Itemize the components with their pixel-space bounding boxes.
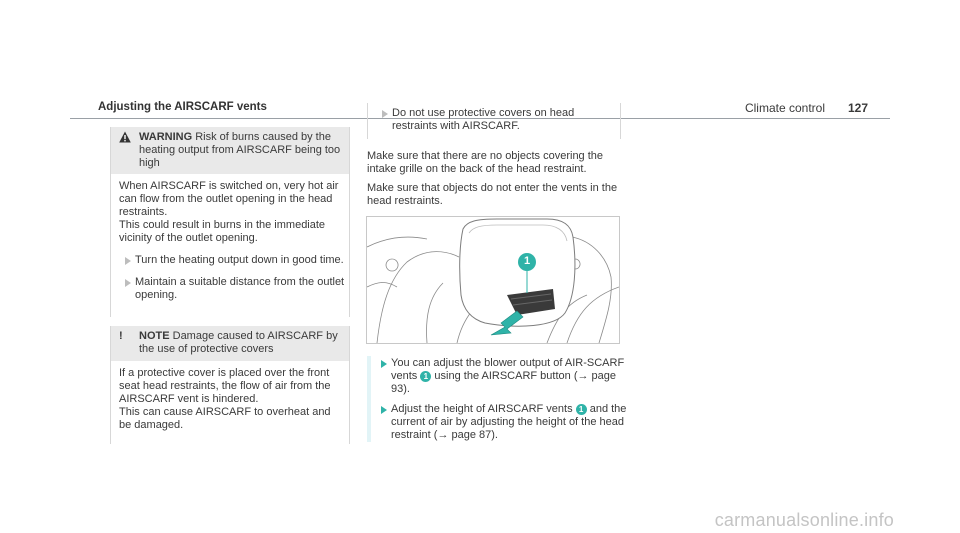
page-number: 127 <box>847 101 868 115</box>
warning-header <box>111 127 349 174</box>
bullet-arrow-icon <box>381 360 387 368</box>
paragraph-intake-grille: Make sure that there are no objects covering the intake grille on the back of the head restraint. <box>367 150 604 175</box>
tip-box <box>367 103 621 139</box>
note-label: NOTE <box>139 330 170 342</box>
note-header <box>111 326 349 361</box>
exclamation-icon: ! <box>119 330 123 342</box>
step-1-text-a: You can adjust the blower output of AIR-SCARF vents <box>391 357 625 382</box>
bullet-arrow-icon <box>125 257 131 265</box>
note-box <box>110 326 350 444</box>
bullet-arrow-icon <box>381 406 387 414</box>
callout-1-icon: 1 <box>576 404 587 415</box>
paragraph-vent-objects: Make sure that objects do not enter the vents in the head restraints. <box>367 182 618 207</box>
warning-head-text: Risk of burns caused by the heating output from AIRSCARF being too high <box>139 131 341 169</box>
warning-box <box>110 127 350 317</box>
warning-body-1: When AIRSCARF is switched on, very hot air can flow from the outlet opening in the head restraints. <box>119 180 339 218</box>
step-2-bullet <box>367 403 627 442</box>
note-body-2: This can cause AIRSCARF to overheat and be damaged. <box>119 406 331 431</box>
bullet-arrow-icon <box>125 279 131 287</box>
watermark: carmanualsonline.info <box>714 510 894 530</box>
step-2-text-a: Adjust the height of AIRSCARF vents <box>391 403 576 415</box>
step-2-text-b: and the current of air by adjusting the height of the head restraint (→ page 87). <box>391 403 627 441</box>
figure-callout-1: 1 <box>523 255 531 267</box>
warning-label: WARNING <box>139 131 193 143</box>
section-title: Adjusting the AIRSCARF vents <box>98 101 267 113</box>
warning-bullet-2 <box>111 276 349 302</box>
note-head-text: Damage caused to AIRSCARF by the use of protective covers <box>139 330 338 355</box>
bullet-arrow-icon <box>382 110 388 118</box>
tip-bullet <box>368 107 620 133</box>
step-1 <box>367 357 627 396</box>
step-1-bullet <box>367 357 627 396</box>
warning-triangle-icon <box>119 131 131 143</box>
tip-bullet-text: Do not use protective covers on head restraints with AIRSCARF. <box>392 107 575 132</box>
running-header-section: Climate control <box>744 101 825 115</box>
head-restraint-illustration <box>367 217 619 343</box>
note-body-1: If a protective cover is placed over the front seat head restraints, the flow of air from the AIRSCARF vent is hindered. <box>119 367 331 405</box>
warning-bullet-2-text: Maintain a suitable distance from the outlet opening. <box>135 276 345 301</box>
warning-bullet-1 <box>111 254 349 267</box>
step-2 <box>367 403 627 442</box>
warning-bullet-1-text: Turn the heating output down in good time. <box>135 254 344 266</box>
step-1-text-b: using the AIRSCARF button (→ page 93). <box>391 370 617 395</box>
callout-1-icon: 1 <box>420 371 431 382</box>
airscarf-figure <box>366 216 620 344</box>
warning-body-2: This could result in burns in the immediate vicinity of the outlet opening. <box>119 219 326 244</box>
